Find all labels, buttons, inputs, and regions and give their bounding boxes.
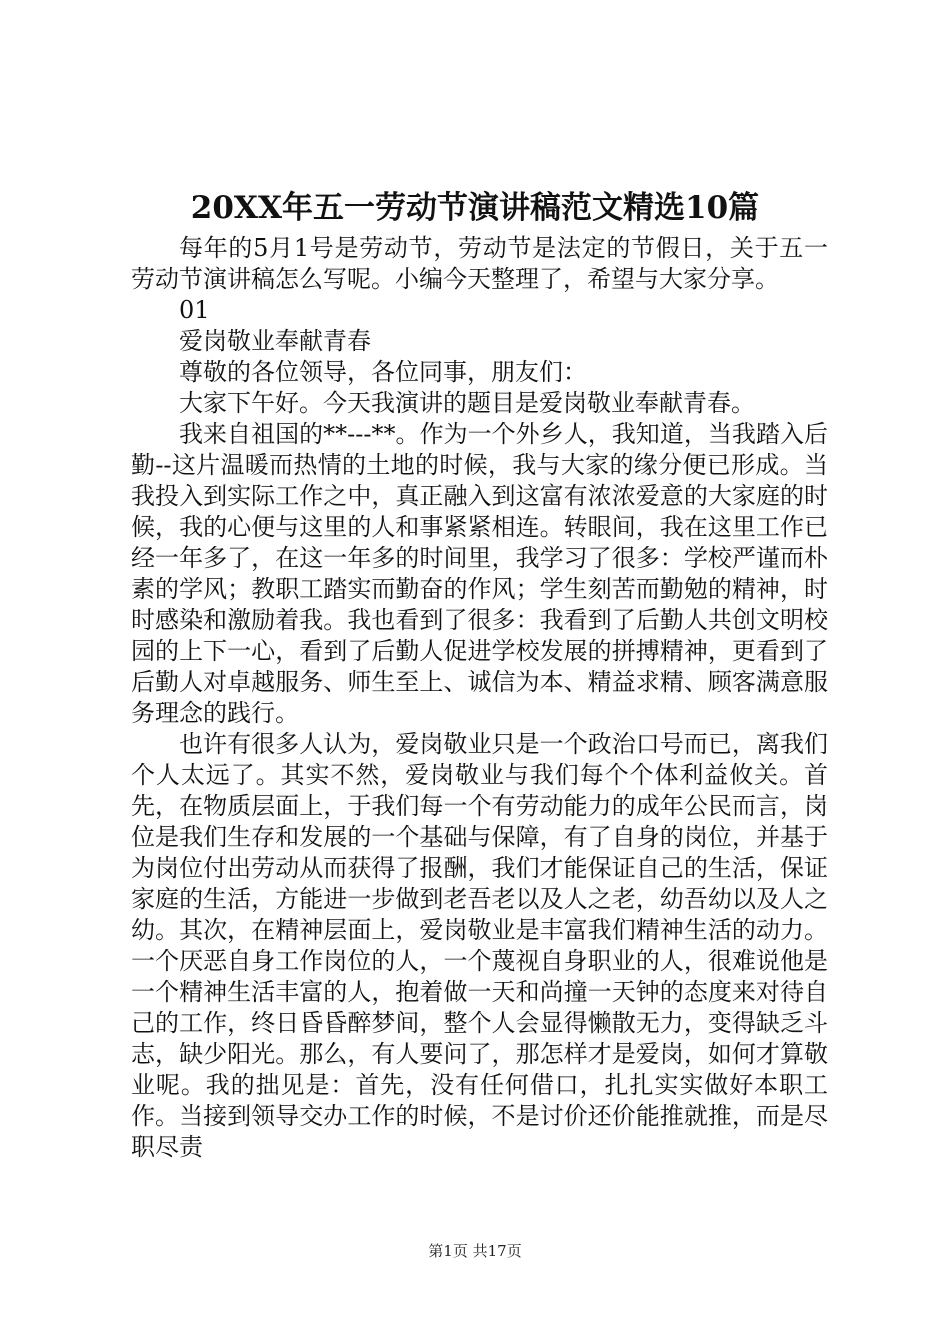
- paragraph-intro: 每年的5月1号是劳动节，劳动节是法定的节假日，关于五一劳动节演讲稿怎么写呢。小编今天整理了，希望与大家分享。: [131, 234, 828, 293]
- paragraph-section-title: 爱岗敬业奉献青春: [179, 327, 371, 355]
- paragraph-body-1: 我来自祖国的**---**。作为一个外乡人，我知道，当我踏入后勤--这片温暖而热情的土地的时候，我与大家的缘分便已形成。当我投入到实际工作之中，真正融入到这富有浓浓爱意的大家庭的时候，我的心便与这里的人和事紧紧相连。转眼间，我在这里工作已经一年多了，在这一年多的时间里，我学习了很多：学校严谨而朴素的学风；教职工踏实而勤奋的作风；学生刻苦而勤勉的精神，时时感染和激励着我。我也看到了很多：我看到了后勤人共创文明校园的上下一心，看到了后勤人促进学校发展的拼搏精神，更看到了后勤人对卓越服务、师生至上、诚信为本、精益求精、顾客满意服务理念的践行。: [131, 420, 828, 727]
- paragraph-salutation: 尊敬的各位领导，各位同事，朋友们：: [179, 358, 587, 386]
- document-body: [131, 233, 828, 1163]
- document-title: 20XX年五一劳动节演讲稿范文精选10篇: [190, 190, 760, 226]
- paragraph-body-2: 也许有很多人认为，爱岗敬业只是一个政治口号而已，离我们个人太远了。其实不然，爱岗敬业与我们每个个体利益攸关。首先，在物质层面上，于我们每一个有劳动能力的成年公民而言，岗位是我们生存和发展的一个基础与保障，有了自身的岗位，并基于为岗位付出劳动从而获得了报酬，我们才能保证自己的生活，保证家庭的生活，方能进一步做到老吾老以及人之老，幼吾幼以及人之幼。其次，在精神层面上，爱岗敬业是丰富我们精神生活的动力。一个厌恶自身工作岗位的人，一个蔑视自身职业的人，很难说他是一个精神生活丰富的人，抱着做一天和尚撞一天钟的态度来对待自己的工作，终日昏昏醉梦间，整个人会显得懒散无力，变得缺乏斗志，缺少阳光。那么，有人要问了，那怎样才是爱岗，如何才算敬业呢。我的拙见是：首先，没有任何借口，扎扎实实做好本职工作。当接到领导交办工作的时候，不是讨价还价能推就推，而是尽职尽责: [131, 730, 828, 1161]
- page-footer: 第1页 共17页: [428, 1242, 522, 1260]
- paragraph-section-number: 01: [179, 296, 210, 324]
- paragraph-greeting: 大家下午好。今天我演讲的题目是爱岗敬业奉献青春。: [179, 389, 755, 417]
